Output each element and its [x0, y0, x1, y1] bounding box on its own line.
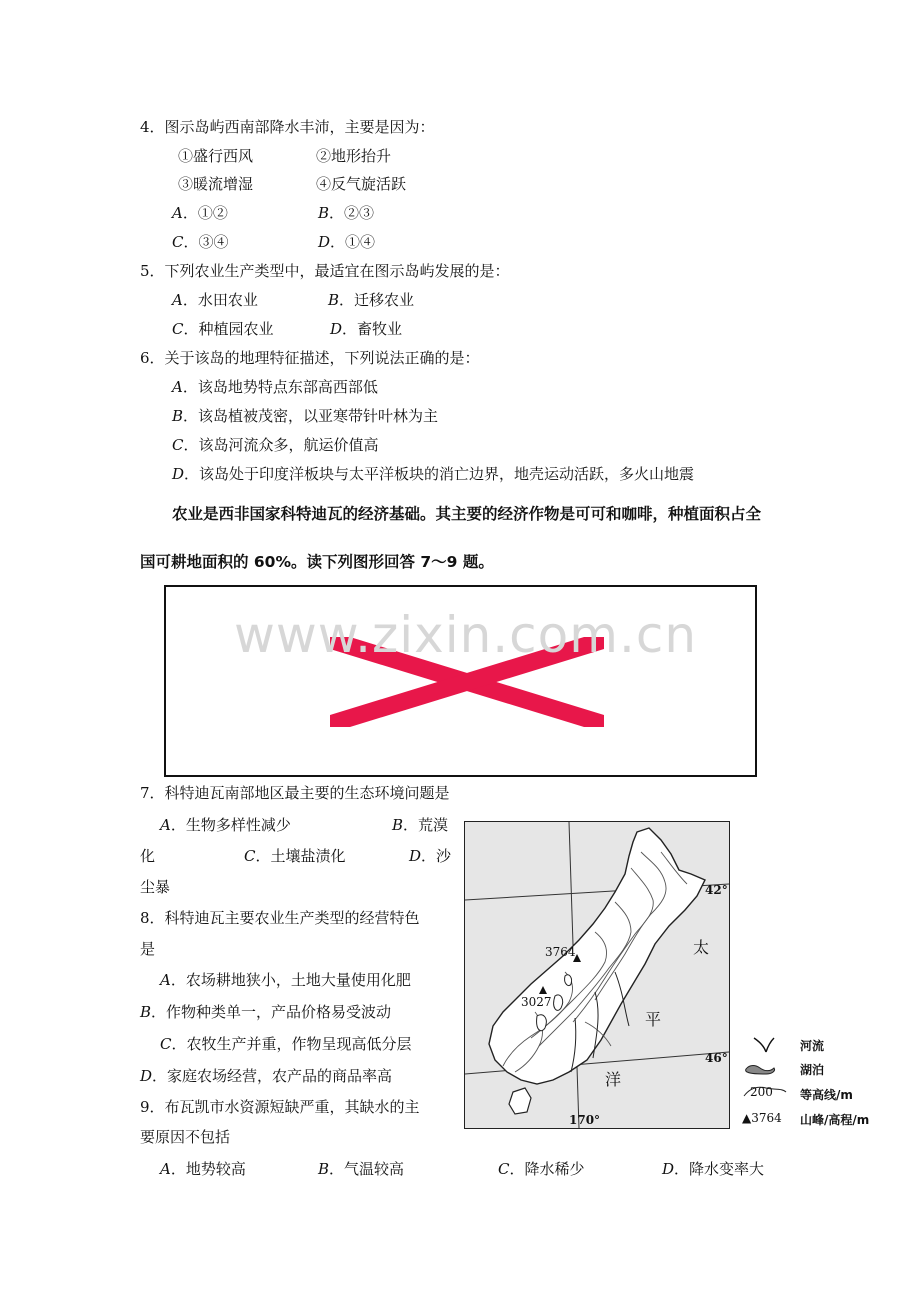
q4-item-4: ④反气旋活跃: [316, 175, 407, 193]
option-letter: A: [160, 1160, 171, 1178]
lake-legend-icon: [742, 1062, 778, 1076]
option-text: ．土壤盐渍化: [255, 847, 346, 865]
option-text: ．①④: [330, 233, 376, 251]
option-letter: C: [160, 1035, 172, 1053]
q9-option-c: [498, 1159, 585, 1179]
q9-stem-line-1: 9．布瓦凯市水资源短缺严重，其缺水的主: [140, 1098, 420, 1116]
q8-option-a: [160, 970, 411, 990]
option-text: ．作物种类单一，产品价格易受波动: [151, 1003, 392, 1021]
legend-lake-label: 湖泊: [800, 1063, 825, 1077]
legend-contour-label: 等高线/m: [800, 1088, 853, 1102]
option-text: ．种植园农业: [183, 320, 274, 338]
ocean-label-2: 平: [645, 1010, 662, 1029]
q6-option-c: [172, 435, 379, 455]
river-legend-icon: [752, 1036, 776, 1054]
q9-option-a: [160, 1159, 246, 1179]
option-text: ．荒漠: [403, 816, 449, 834]
option-text: ．地势较高: [170, 1160, 246, 1178]
option-text: ．该岛地势特点东部高西部低: [182, 378, 378, 396]
q5-stem: 5．下列农业生产类型中，最适宜在图示岛屿发展的是：: [140, 262, 510, 280]
q7-option-d-continued: 尘暴: [140, 878, 171, 896]
option-text: ．畜牧业: [342, 320, 403, 338]
option-letter: C: [172, 436, 184, 454]
ocean-label-1: 太: [693, 938, 710, 957]
island-map: [464, 821, 730, 1129]
q4-option-a: [172, 203, 228, 223]
option-letter: C: [498, 1160, 510, 1178]
option-letter: C: [244, 847, 256, 865]
option-letter: C: [172, 233, 184, 251]
option-text: ．该岛处于印度洋板块与太平洋板块的消亡边界，地壳运动活跃，多火山地震: [184, 465, 695, 483]
legend-river-label: 河流: [800, 1039, 825, 1053]
q7-option-a: [160, 815, 291, 835]
option-letter: A: [160, 971, 171, 989]
ocean-label-3: 洋: [605, 1070, 622, 1089]
option-text: ．降水变率大: [674, 1160, 765, 1178]
option-letter: B: [318, 1160, 330, 1178]
q4-option-d: [318, 232, 375, 252]
q4-item-3: ③暖流增湿: [178, 175, 254, 193]
intro-line-1: 农业是西非国家科特迪瓦的经济基础。其主要的经济作物是可可和咖啡，种植面积占全: [172, 505, 762, 523]
option-letter: B: [328, 291, 340, 309]
option-letter: D: [318, 233, 331, 251]
q7-stem: 7．科特迪瓦南部地区最主要的生态环境问题是: [140, 784, 450, 802]
island-map-drawing: [465, 822, 729, 1128]
q4-item-1: ①盛行西风: [178, 147, 254, 165]
legend-peak-value: ▲3764: [742, 1111, 782, 1125]
q5-option-b: [328, 290, 414, 310]
q5-option-c: [172, 319, 274, 339]
intro-line-2: 国可耕地面积的 60%。读下列图形回答 7～9 题。: [140, 553, 494, 571]
legend-contour-value: 200: [750, 1085, 773, 1099]
q7-option-d: [409, 846, 451, 866]
option-letter: A: [172, 204, 183, 222]
option-text: ．该岛河流众多，航运价值高: [183, 436, 379, 454]
q7-option-b-continued: 化: [140, 847, 156, 865]
option-letter: A: [172, 378, 183, 396]
watermark: www.zixin.com.cn: [234, 606, 698, 664]
peak-3027-label: 3027: [521, 995, 552, 1009]
option-letter: A: [172, 291, 183, 309]
option-letter: C: [172, 320, 184, 338]
q4-option-c: [172, 232, 229, 252]
option-letter: D: [409, 847, 422, 865]
option-text: ．农场耕地狭小，土地大量使用化肥: [170, 971, 411, 989]
option-text: ．水田农业: [182, 291, 258, 309]
q6-stem: 6．关于该岛的地理特征描述，下列说法正确的是：: [140, 349, 480, 367]
q6-option-d: [172, 464, 694, 484]
q4-option-b: [318, 203, 374, 223]
q8-option-d: [140, 1066, 392, 1086]
option-text: ．该岛植被茂密，以亚寒带针叶林为主: [183, 407, 439, 425]
q5-option-a: [172, 290, 258, 310]
q6-option-b: [172, 406, 438, 426]
q8-option-c: [160, 1034, 412, 1054]
option-letter: D: [330, 320, 343, 338]
option-text: ．③④: [183, 233, 229, 251]
q8-option-b: [140, 1002, 391, 1022]
q7-option-b: [392, 815, 448, 835]
q9-option-d: [662, 1159, 764, 1179]
option-text: ．农牧生产并重，作物呈现高低分层: [171, 1035, 412, 1053]
latitude-46-label: 46°: [705, 1051, 728, 1065]
option-text: ．生物多样性减少: [170, 816, 291, 834]
option-text: ．②③: [329, 204, 375, 222]
q7-option-c: [244, 846, 346, 866]
longitude-170-label: 170°: [569, 1113, 601, 1127]
option-letter: B: [318, 204, 330, 222]
q9-stem-line-2: 要原因不包括: [140, 1128, 231, 1146]
option-letter: B: [140, 1003, 152, 1021]
option-text: ．气温较高: [329, 1160, 405, 1178]
option-letter: D: [140, 1067, 153, 1085]
option-letter: B: [392, 816, 404, 834]
option-text: ．降水稀少: [509, 1160, 585, 1178]
peak-3764-label: 3764: [545, 945, 576, 959]
q4-item-2: ②地形抬升: [316, 147, 392, 165]
q4-stem: 4．图示岛屿西南部降水丰沛，主要是因为：: [140, 118, 435, 136]
option-text: ．家庭农场经营，农产品的商品率高: [152, 1067, 393, 1085]
option-text: ．①②: [182, 204, 228, 222]
q9-option-b: [318, 1159, 404, 1179]
q8-stem-line-2: 是: [140, 940, 156, 958]
q6-option-a: [172, 377, 378, 397]
option-letter: D: [662, 1160, 675, 1178]
option-letter: A: [160, 816, 171, 834]
legend-peak-label: 山峰/高程/m: [800, 1113, 870, 1127]
option-letter: B: [172, 407, 184, 425]
q5-option-d: [330, 319, 402, 339]
q8-stem-line-1: 8．科特迪瓦主要农业生产类型的经营特色: [140, 909, 420, 927]
option-letter: D: [172, 465, 185, 483]
option-text: ．沙: [421, 847, 452, 865]
option-text: ．迁移农业: [339, 291, 415, 309]
latitude-42-label: 42°: [705, 883, 728, 897]
